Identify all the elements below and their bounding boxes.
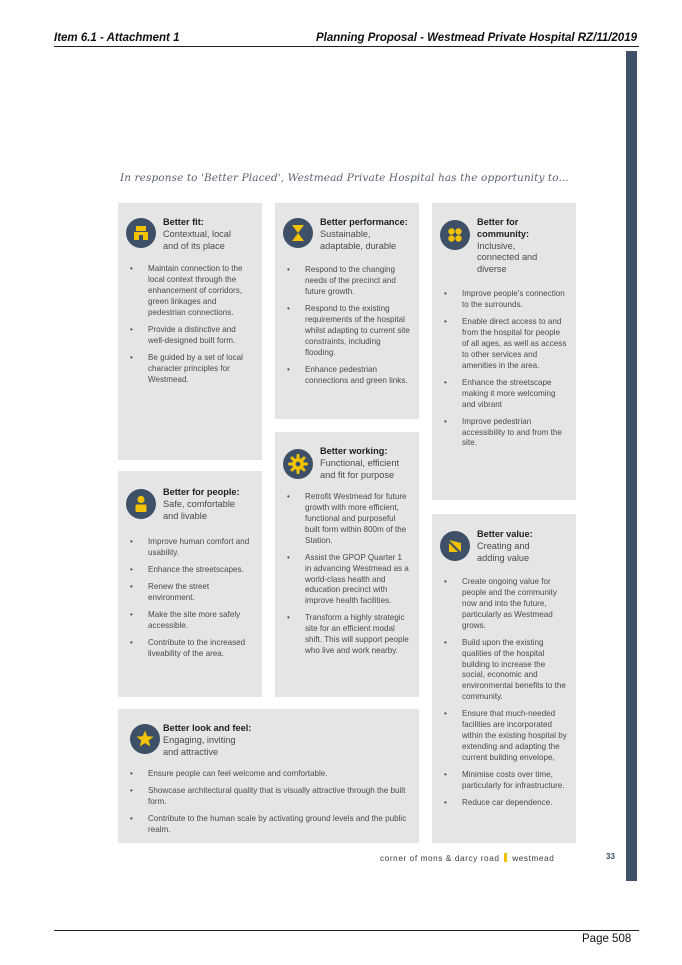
intro-tagline: In response to 'Better Placed', Westmead Private Hospital has the opportunity to... <box>120 172 569 184</box>
gear-icon <box>283 449 313 479</box>
list-item: • Create ongoing value for people and the community now and into the future, particularly as Westmead grows. <box>443 577 567 632</box>
list-item: • Contribute to the increased liveability of the area. <box>129 638 253 660</box>
card-heading <box>163 217 231 252</box>
header-document-title: Planning Proposal - Westmead Private Hospital RZ/11/2019 <box>315 32 637 44</box>
card-list <box>286 265 410 393</box>
card-list <box>286 492 410 663</box>
list-item: • Respond to the changing needs of the precinct and future growth. <box>286 265 410 298</box>
card-subtitle-line: Inclusive, <box>477 240 516 251</box>
card-better-look <box>118 709 419 843</box>
card-title: Better for community: <box>477 217 530 239</box>
card-subtitle-line: adding value <box>477 552 530 563</box>
card-subtitle-line: connected and <box>477 252 538 263</box>
card-subtitle-line: and of its place <box>163 240 225 251</box>
list-item: • Respond to the existing requirements of the hospital whilst adapting to current site constraints, including flooding. <box>286 304 410 359</box>
card-heading <box>320 446 399 481</box>
card-list <box>443 577 567 815</box>
list-item: • Make the site more safely accessible. <box>129 610 253 632</box>
card-better-fit <box>118 203 262 460</box>
person-icon <box>126 489 156 519</box>
card-heading <box>320 217 408 252</box>
list-item: • Renew the street environment. <box>129 582 253 604</box>
card-subtitle-line: Safe, comfortable <box>163 498 236 509</box>
card-subtitle-line: adaptable, durable <box>320 240 397 251</box>
card-title: Better fit: <box>163 217 204 227</box>
footer-divider <box>504 853 507 862</box>
card-title: Better for people: <box>163 487 240 497</box>
card-subtitle-line: Functional, efficient <box>320 457 399 468</box>
list-item: • Transform a highly strategic site for an efficient modal shift. This will support people who live and work nearby. <box>286 613 410 657</box>
list-item: • Ensure that much-needed facilities are incorporated within the existing hospital by extending and adapting the current building envelope, <box>443 709 567 764</box>
card-better-people <box>118 471 262 697</box>
list-item: • Assist the GPOP Quarter 1 in advancing Westmead as a world-class health and education precinct with improve health facilities. <box>286 553 410 608</box>
list-item: • Reduce car dependence. <box>443 798 567 809</box>
card-heading <box>477 217 547 276</box>
card-heading <box>477 529 533 564</box>
list-item: • Provide a distinctive and well-designed built form. <box>129 325 253 347</box>
card-subtitle-line: Contextual, local <box>163 228 231 239</box>
card-list <box>443 289 567 456</box>
list-item: • Enhance the streetscapes. <box>129 565 253 576</box>
page-footer <box>380 853 554 863</box>
card-title: Better working: <box>320 446 388 456</box>
list-item: • Build upon the existing qualities of the hospital building to increase the social, economic and environmental benefits to the community. <box>443 638 567 703</box>
list-item: • Retrofit Westmead for future growth with more efficient, functional and purposeful built form within 800m of the Station. <box>286 492 410 547</box>
community-icon <box>440 220 470 250</box>
list-item: • Enhance the streetscape making it more welcoming and vibrant <box>443 378 567 411</box>
list-item: • Ensure people can feel welcome and comfortable. <box>129 769 407 780</box>
card-subtitle-line: Creating and <box>477 540 530 551</box>
card-better-value <box>432 514 576 843</box>
list-item: • Contribute to the human scale by activating ground levels and the public realm. <box>129 814 407 836</box>
footer-address: corner of mons & darcy road <box>380 854 500 863</box>
list-item: • Enhance pedestrian connections and green links. <box>286 365 410 387</box>
card-better-performance <box>275 203 419 419</box>
hourglass-icon <box>283 218 313 248</box>
footer-suburb: westmead <box>512 854 555 863</box>
card-title: Better performance: <box>320 217 408 227</box>
card-subtitle-line: Engaging, inviting <box>163 734 236 745</box>
card-better-community <box>432 203 576 500</box>
list-item: • Improve pedestrian accessibility to and from the site. <box>443 417 567 450</box>
page-header <box>54 32 639 47</box>
bottom-rule <box>54 930 639 931</box>
card-subtitle-line: and fit for purpose <box>320 469 395 480</box>
list-item: • Enable direct access to and from the hospital for people of all ages, as well as access to other services and amenities in the area. <box>443 317 567 372</box>
card-list <box>129 264 253 392</box>
card-title: Better value: <box>477 529 533 539</box>
card-subtitle-line: and attractive <box>163 746 219 757</box>
card-subtitle-line: diverse <box>477 264 507 275</box>
list-item: • Be guided by a set of local character principles for Westmead. <box>129 353 253 386</box>
card-heading <box>163 487 240 522</box>
list-item: • Improve people's connection to the surrounds. <box>443 289 567 311</box>
card-list <box>129 769 407 842</box>
header-attachment-label: Item 6.1 - Attachment 1 <box>54 32 180 44</box>
card-subtitle-line: Sustainable, <box>320 228 371 239</box>
list-item: • Minimise costs over time, particularly for infrastructure. <box>443 770 567 792</box>
sidebar-band <box>626 51 637 881</box>
list-item: • Maintain connection to the local context through the enhancement of corridors, green linkages and pedestrian connections. <box>129 264 253 319</box>
list-item: • Showcase architectural quality that is visually attractive through the built form. <box>129 786 407 808</box>
card-subtitle-line: and livable <box>163 510 207 521</box>
building-icon <box>126 218 156 248</box>
star-icon <box>130 724 160 754</box>
inner-page-number: 33 <box>606 852 615 861</box>
card-title: Better look and feel: <box>163 723 252 733</box>
card-list <box>129 537 253 666</box>
list-item: • Improve human comfort and usability. <box>129 537 253 559</box>
value-icon <box>440 531 470 561</box>
card-better-working <box>275 432 419 697</box>
page-label: Page 508 <box>582 933 632 945</box>
card-heading <box>163 723 251 758</box>
